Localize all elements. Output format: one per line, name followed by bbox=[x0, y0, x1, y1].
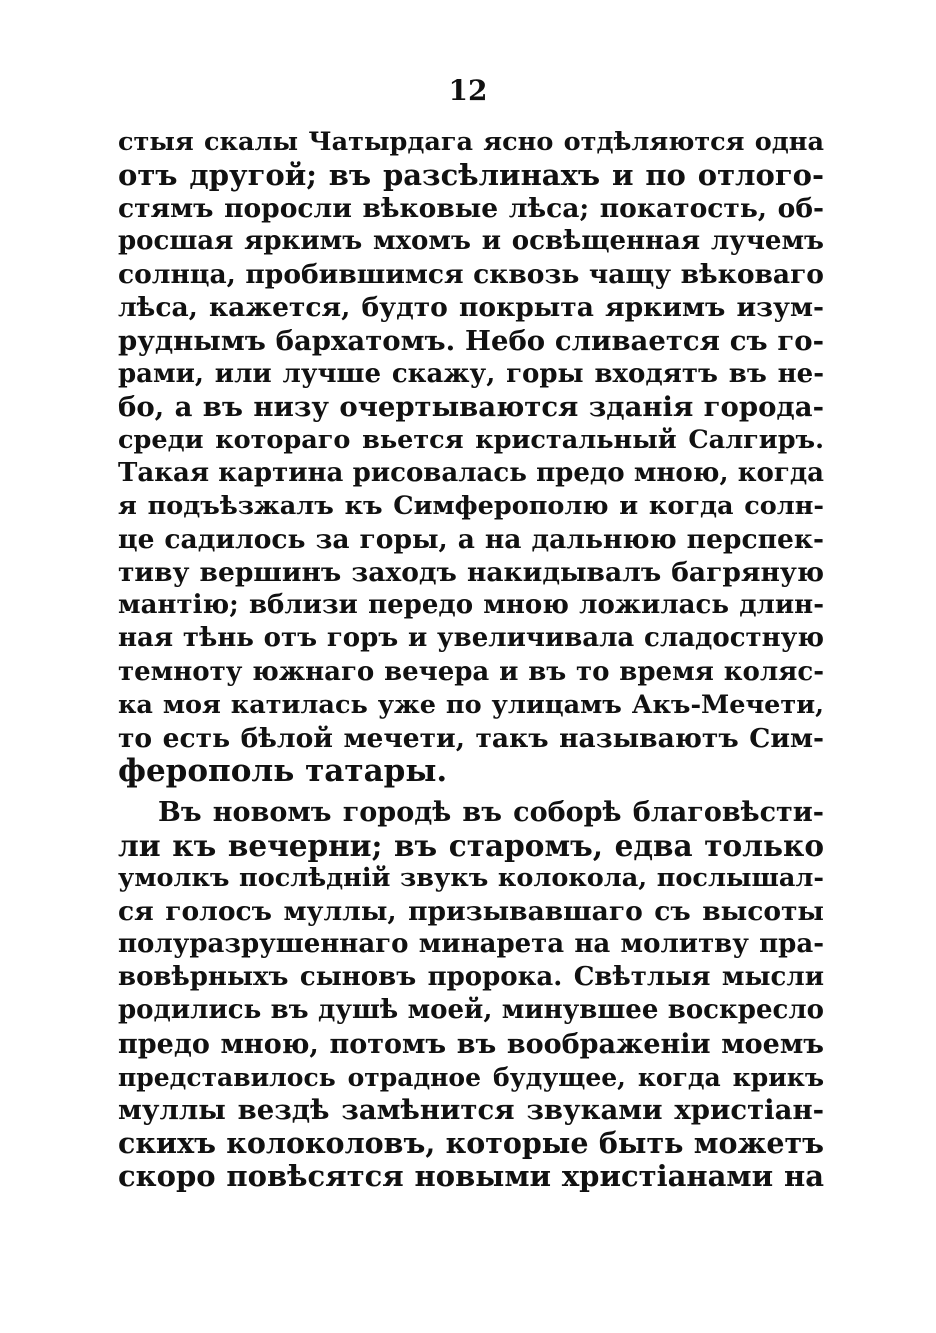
text-line: полуразрушеннаго минарета на молитву пра- bbox=[118, 929, 824, 960]
paragraph-1 bbox=[118, 126, 824, 788]
text-line: представилось отрадное будущее, когда крикъ bbox=[118, 1062, 824, 1092]
body-text bbox=[118, 126, 824, 1193]
text-line: муллы вездѣ замѣнится звуками христіан- bbox=[118, 1093, 824, 1126]
text-line: то есть бѣлой мечети, такъ называютъ Сим- bbox=[118, 722, 824, 754]
text-line: бо, а въ низу очертываются зданія города- bbox=[118, 390, 824, 423]
text-line: умолкъ послѣдній звукъ колокола, послышал- bbox=[118, 863, 824, 894]
text-line: родились въ душѣ моей, минувшее воскресло bbox=[118, 995, 824, 1026]
text-line: ная тѣнь отъ горъ и увеличивала сладостную bbox=[118, 623, 824, 654]
text-line: руднымъ бархатомъ. Небо сливается съ го- bbox=[118, 324, 824, 357]
text-line: предо мною, потомъ въ воображеніи моемъ bbox=[118, 1028, 824, 1060]
paragraph-2 bbox=[118, 796, 824, 1193]
text-line: темноту южнаго вечера и въ то время коляс- bbox=[118, 656, 824, 687]
text-line: ка моя катилась уже по улицамъ Акъ-Мечети, bbox=[118, 689, 824, 720]
text-line: среди котораго вьется кристальный Салгиръ. bbox=[118, 424, 824, 455]
text-line: скихъ колоколовъ, которые быть можетъ bbox=[118, 1125, 824, 1160]
text-line: це садилось за горы, а на дальнюю перспек- bbox=[118, 524, 824, 556]
text-line: росшая яркимъ мхомъ и освѣщенная лучемъ bbox=[118, 226, 824, 257]
text-line: тиву вершинъ заходъ накидывалъ багряную bbox=[118, 557, 824, 589]
text-line: Такая картина рисовалась предо мною, когда bbox=[118, 457, 824, 488]
text-line: стыя скалы Чатырдага ясно отдѣляются одна bbox=[118, 127, 824, 157]
text-line: вовѣрныхъ сыновъ пророка. Свѣтлыя мысли bbox=[118, 962, 824, 993]
text-line: ся голосъ муллы, призывавшаго съ высоты bbox=[118, 896, 824, 928]
text-line: отъ другой; въ разсѣлинахъ и по отлого- bbox=[118, 158, 824, 193]
text-line: рами, или лучше скажу, горы входятъ въ не- bbox=[118, 358, 824, 389]
text-line: я подъѣзжалъ къ Симферополю и когда солн- bbox=[118, 491, 824, 522]
text-line: ли къ вечерни; въ старомъ, едва только bbox=[118, 827, 824, 863]
text-line: стямъ поросли вѣковые лѣса; покатость, об- bbox=[118, 193, 824, 225]
text-line: Въ новомъ городѣ въ соборѣ благовѣсти- bbox=[158, 796, 824, 828]
text-line: лѣса, кажется, будто покрыта яркимъ изум- bbox=[118, 292, 824, 324]
text-line: солнца, пробившимся сквозь чащу вѣковаго bbox=[118, 259, 824, 291]
text-line: ферополь татары. bbox=[118, 752, 448, 789]
paragraph-gap bbox=[118, 788, 824, 796]
text-line: скоро повѣсятся новыми христіанами на bbox=[118, 1158, 824, 1193]
text-line: мантію; вблизи передо мною ложилась длин- bbox=[118, 590, 824, 621]
page-number: 12 bbox=[448, 74, 488, 107]
